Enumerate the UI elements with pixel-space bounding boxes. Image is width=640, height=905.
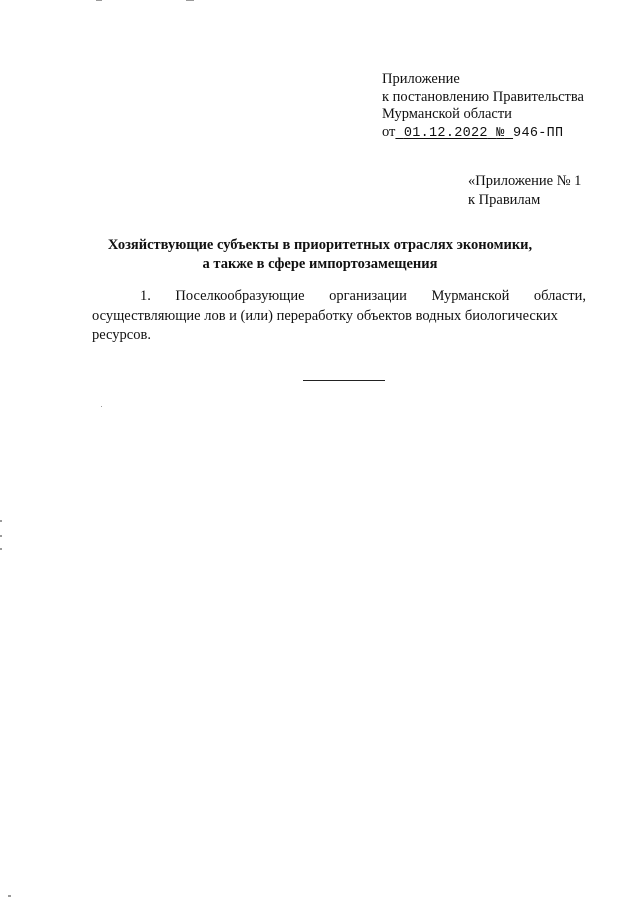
item-word-1: Поселкообразующие bbox=[175, 288, 305, 304]
title-line-1: Хозяйствующие субъекты в приоритетных отраслях экономики, bbox=[107, 237, 533, 253]
appendix-resolution-line: к постановлению Правительства bbox=[382, 88, 584, 105]
list-item-line-2: осуществляющие лов и (или) переработку объектов водных биологических bbox=[92, 307, 558, 324]
appendix-region-line: Мурманской области bbox=[382, 106, 512, 122]
item-word-2: организации bbox=[329, 288, 407, 304]
scan-speck bbox=[96, 0, 102, 1]
number-sign: № bbox=[496, 125, 505, 141]
date-prefix: от bbox=[382, 123, 396, 140]
appendix-header bbox=[382, 71, 584, 142]
sub-appendix-header bbox=[468, 172, 581, 210]
scan-speck bbox=[8, 895, 11, 897]
sub-appendix-rules: к Правилам bbox=[468, 192, 541, 208]
scan-speck bbox=[0, 520, 2, 522]
separator-line bbox=[303, 380, 385, 381]
appendix-title: Приложение bbox=[382, 71, 460, 87]
title-line-2: а также в сфере импортозамещения bbox=[202, 256, 438, 272]
scan-speck bbox=[0, 548, 2, 550]
item-word-4: области, bbox=[533, 288, 586, 304]
list-item bbox=[92, 287, 586, 346]
list-item-line-1 bbox=[92, 287, 586, 307]
resolution-date: 01.12.2022 bbox=[403, 125, 488, 141]
item-number: 1. bbox=[140, 288, 151, 304]
document-title bbox=[80, 236, 560, 274]
scan-speck bbox=[101, 406, 102, 407]
appendix-date-line bbox=[382, 124, 584, 143]
scan-speck bbox=[186, 0, 194, 1]
item-word-3: Мурманской bbox=[431, 288, 510, 304]
list-item-line-3: ресурсов. bbox=[92, 327, 151, 343]
sub-appendix-title: «Приложение № 1 bbox=[468, 173, 582, 189]
resolution-number: 946-ПП bbox=[513, 125, 564, 141]
scan-speck bbox=[0, 535, 2, 537]
